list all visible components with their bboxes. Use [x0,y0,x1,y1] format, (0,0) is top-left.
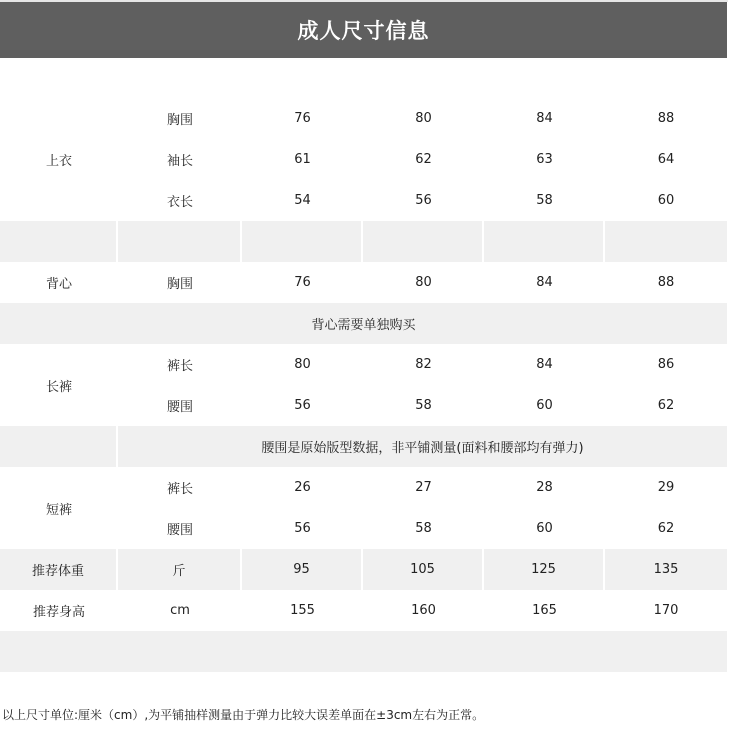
table-cell: 29 [657,480,675,495]
row-label: 腰围 [166,523,193,538]
table-cell: 84 [536,111,553,126]
table-cell: 84 [536,357,553,372]
empty-cell [605,221,727,262]
table-cell: 155 [290,603,315,618]
table-cell: 64 [657,152,675,167]
height-unit: cm [170,603,190,618]
table-cell: 80 [415,275,432,290]
row-label: 腰围 [166,400,193,415]
table-cell: 28 [536,480,553,495]
bottom-band [0,631,727,672]
table-cell: 26 [294,480,311,495]
pants-note: 腰围是原始版型数据，非平铺测量(面料和腰部均有弹力) [118,426,727,467]
row-label: 袖长 [166,154,193,169]
row-label: 胸围 [166,277,193,292]
empty-cell [0,426,118,467]
empty-cell [484,221,605,262]
row-label: 衣长 [166,195,193,210]
table-cell: 54 [294,193,311,208]
empty-cell [118,221,242,262]
size-footnote: 以上尺寸单位:厘米（cm）,为平铺抽样测量由于弹力比较大误差单面在±3cm左右为正常。 [2,708,485,722]
table-cell: 58 [415,521,432,536]
table-cell: 135 [605,549,727,590]
vest-note: 背心需要单独购买 [0,303,727,344]
table-cell: 76 [294,111,311,126]
table-cell: 165 [532,603,557,618]
table-cell: 62 [657,398,675,413]
table-cell: 170 [653,603,679,618]
table-cell: 60 [657,193,675,208]
table-cell: 56 [294,521,311,536]
height-label: 推荐身高 [32,605,85,620]
category-shorts: 短裤 [45,502,72,518]
table-cell: 61 [294,152,311,167]
empty-cell [0,221,118,262]
table-cell: 56 [415,193,432,208]
empty-cell [242,221,363,262]
table-cell: 88 [657,111,675,126]
row-label: 胸围 [166,113,193,128]
table-cell: 80 [415,111,432,126]
table-cell: 82 [415,357,432,372]
table-cell: 62 [657,521,675,536]
size-table [0,58,727,713]
weight-label: 推荐体重 [0,549,118,590]
table-cell: 58 [536,193,553,208]
table-cell: 62 [415,152,432,167]
row-label: 裤长 [166,482,193,497]
table-cell: 80 [294,357,311,372]
weight-unit: 斤 [118,549,242,590]
table-cell: 76 [294,275,311,290]
row-label: 裤长 [166,359,193,374]
table-cell: 160 [411,603,436,618]
table-cell: 58 [415,398,432,413]
page-title: 成人尺寸信息 [0,2,727,58]
empty-cell [363,221,484,262]
table-cell: 105 [363,549,484,590]
category-long-pants: 长裤 [45,379,72,395]
table-cell: 125 [484,549,605,590]
table-cell: 27 [415,480,432,495]
table-cell: 84 [536,275,553,290]
category-top: 上衣 [45,154,72,169]
table-cell: 86 [657,357,675,372]
table-cell: 60 [536,398,553,413]
table-cell: 88 [657,275,675,290]
spacer-row [0,58,727,98]
table-cell: 60 [536,521,553,536]
table-cell: 56 [294,398,311,413]
category-vest: 背心 [45,277,72,292]
table-cell: 95 [242,549,363,590]
table-cell: 63 [536,152,553,167]
